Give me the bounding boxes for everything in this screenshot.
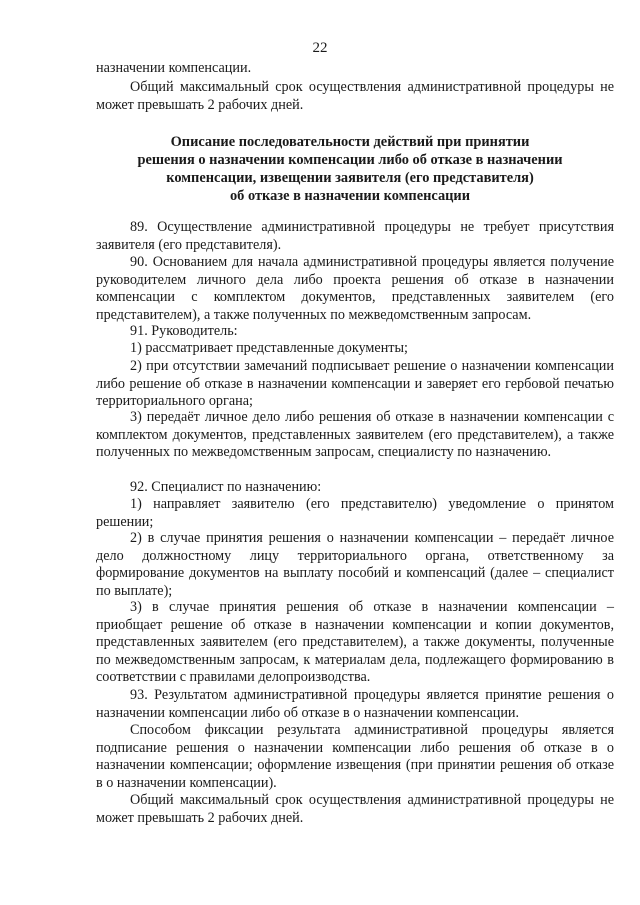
section-heading-line-4: об отказе в назначении компенсации bbox=[229, 188, 471, 204]
clause-91-item-1: 1) рассматривает представленные документы; bbox=[130, 340, 408, 356]
paragraph-time-limit-final: Общий максимальный срок осуществления административной процедуры не может превышать 2 рабочих дней. bbox=[96, 792, 614, 826]
clause-92: 92. Специалист по назначению: bbox=[130, 479, 322, 495]
section-heading-line-2: решения о назначении компенсации либо об отказе в назначении bbox=[137, 152, 563, 168]
paragraph-fixation-method: Способом фиксации результата административной процедуры является подписание решения о назначении компенсации либо решения об отказе в о назначении компенсации; оформление извещения (при принятии решения об отказе в о назначении компенсации). bbox=[96, 722, 614, 791]
clause-93: 93. Результатом административной процедуры является принятие решения о назначении компенсации либо об отказе в о назначении компенсации. bbox=[96, 687, 614, 721]
section-heading-line-1: Описание последовательности действий при принятии bbox=[170, 134, 530, 150]
paragraph-time-limit: Общий максимальный срок осуществления административной процедуры не может превышать 2 рабочих дней. bbox=[96, 79, 614, 113]
clause-91-item-2: 2) при отсутствии замечаний подписывает решение о назначении компенсации либо решение об отказе в назначении компенсации и заверяет его гербовой печатью территориального органа; bbox=[96, 358, 614, 409]
section-heading-line-3: компенсации, извещении заявителя (его представителя) bbox=[166, 170, 534, 186]
clause-92-item-1: 1) направляет заявителю (его представителю) уведомление о принятом решении; bbox=[96, 496, 614, 530]
clause-91: 91. Руководитель: bbox=[130, 323, 238, 339]
clause-92-item-2: 2) в случае принятия решения о назначении компенсации – передаёт личное дело должностному лицу территориального органа, ответственному за формирование документов на выплату пособий и компенсаций (далее – специалист по выплате); bbox=[96, 530, 614, 599]
paragraph-continuation: назначении компенсации. bbox=[96, 60, 252, 76]
clause-91-item-3: 3) передаёт личное дело либо решения об отказе в назначении компенсации с комплектом документов, представленных заявителем (его представителем), а также полученных по межведомственным запросам, специалисту по назначению. bbox=[96, 409, 614, 460]
page-number: 22 bbox=[312, 40, 328, 56]
clause-89: 89. Осуществление административной процедуры не требует присутствия заявителя (его представителя). bbox=[96, 219, 614, 253]
clause-90: 90. Основанием для начала административной процедуры является получение руководителем личного дела либо проекта решения об отказе в назначении компенсации с комплектом документов, представленных заявителем (его представителем), а также полученных по межведомственным запросам. bbox=[96, 254, 614, 323]
clause-92-item-3: 3) в случае принятия решения об отказе в назначении компенсации – приобщает решение об отказе в назначении компенсации и копии документов, представленных заявителем (его представителем), а также документы, полученные по межведомственным запросам, к материалам дела, подлежащего формированию в соответствии с правилами делопроизводства. bbox=[96, 599, 614, 685]
